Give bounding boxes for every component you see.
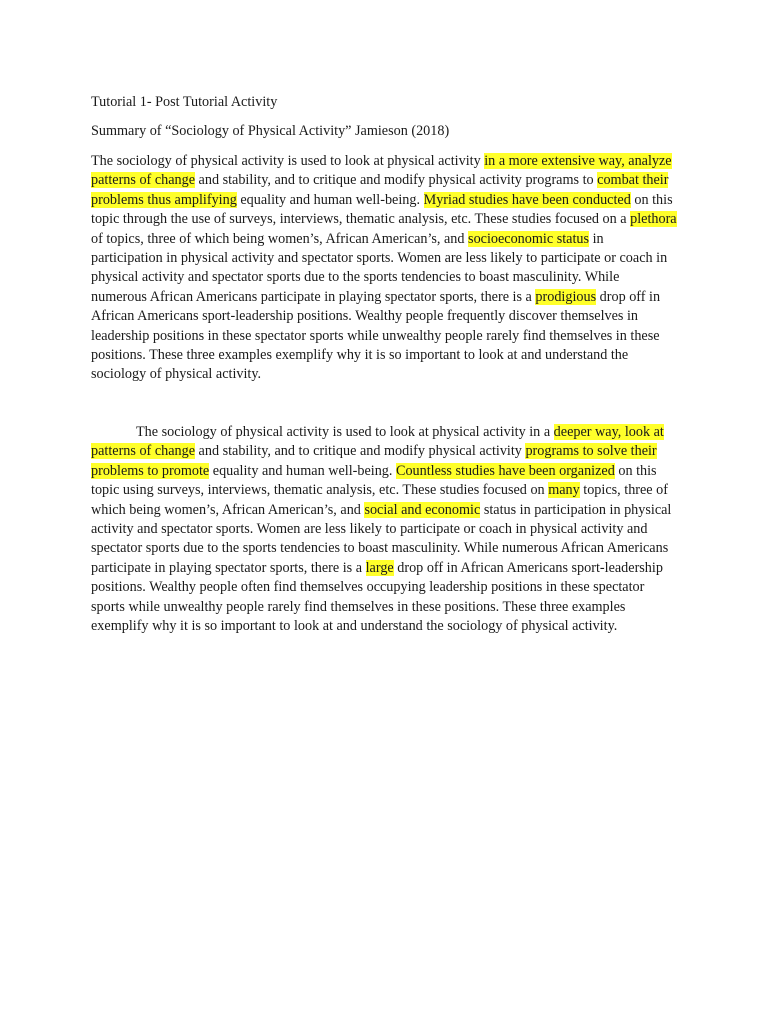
paragraph-paraphrased xyxy=(91,423,677,636)
highlighted-phrase: Countless studies have been organized xyxy=(395,462,615,479)
highlighted-phrase: many xyxy=(548,482,580,499)
highlighted-phrase: social and economic xyxy=(364,501,481,518)
text-run: drop off in African Americans sport-leadership positions. Wealthy people frequently discover themselves in leadership positions in these spectator sports while unwealthy people rarely find themselves in these positions. These three examples exemplify why it is so important to look at and understand the sociology of physical activity. xyxy=(91,288,661,383)
text-run: in participation in physical activity and spectator sports. Women are less likely to participate or coach in physical activity and spectator sports due to the sports tendencies to boast masculinity. While numerous African Americans participate in playing spectator sports, there is a xyxy=(91,230,668,305)
text-run: on this topic using surveys, interviews, thematic analysis, etc. These studies focused on xyxy=(91,462,657,499)
highlighted-phrase: socioeconomic status xyxy=(468,230,590,247)
text-run: equality and human well-being. xyxy=(236,191,424,208)
highlighted-phrase: large xyxy=(365,559,394,576)
text-run: and stability, and to critique and modify physical activity programs to xyxy=(195,172,598,189)
document-heading: Tutorial 1- Post Tutorial Activity xyxy=(91,94,278,110)
text-run: and stability, and to critique and modify physical activity xyxy=(195,443,526,460)
highlighted-phrase: Myriad studies have been conducted xyxy=(423,191,631,208)
paragraph-original xyxy=(91,152,677,385)
text-run: equality and human well-being. xyxy=(209,462,396,479)
highlighted-phrase: deeper way, look at patterns of change xyxy=(91,424,664,460)
text-run: on this topic through the use of surveys, interviews, thematic analysis, etc. These studies focused on a xyxy=(91,191,673,228)
highlighted-phrase: in a more extensive way, analyze patterns of change xyxy=(91,153,672,189)
highlighted-phrase: plethora xyxy=(630,211,677,228)
text-run: topics, three of which being women’s, African American’s, and xyxy=(91,482,668,518)
text-run: The sociology of physical activity is used to look at physical activity xyxy=(91,153,485,169)
text-run: status in participation in physical activity and spectator sports. Women are less likely to participate or coach in physical activity and spectator sports due to the sports tendencies to boast masculinity. While numerous African Americans participate in playing spectator sports, there is a xyxy=(91,501,672,576)
text-run: The sociology of physical activity is used to look at physical activity in a xyxy=(136,424,554,440)
text-run: of topics, three of which being women’s, African American’s, and xyxy=(91,230,469,247)
highlighted-phrase: programs to solve their problems to promote xyxy=(91,443,657,479)
highlighted-phrase: prodigious xyxy=(535,288,597,305)
summary-title: Summary of “Sociology of Physical Activity” Jamieson (2018) xyxy=(91,123,450,139)
text-run: drop off in African Americans sport-leadership positions. Wealthy people often find themselves occupying leadership positions in these spectator sports while unwealthy people rarely find themselves in these positions. These three examples exemplify why it is so important to look at and understand the sociology of physical activity. xyxy=(91,559,663,635)
highlighted-phrase: combat their problems thus amplifying xyxy=(91,172,669,208)
